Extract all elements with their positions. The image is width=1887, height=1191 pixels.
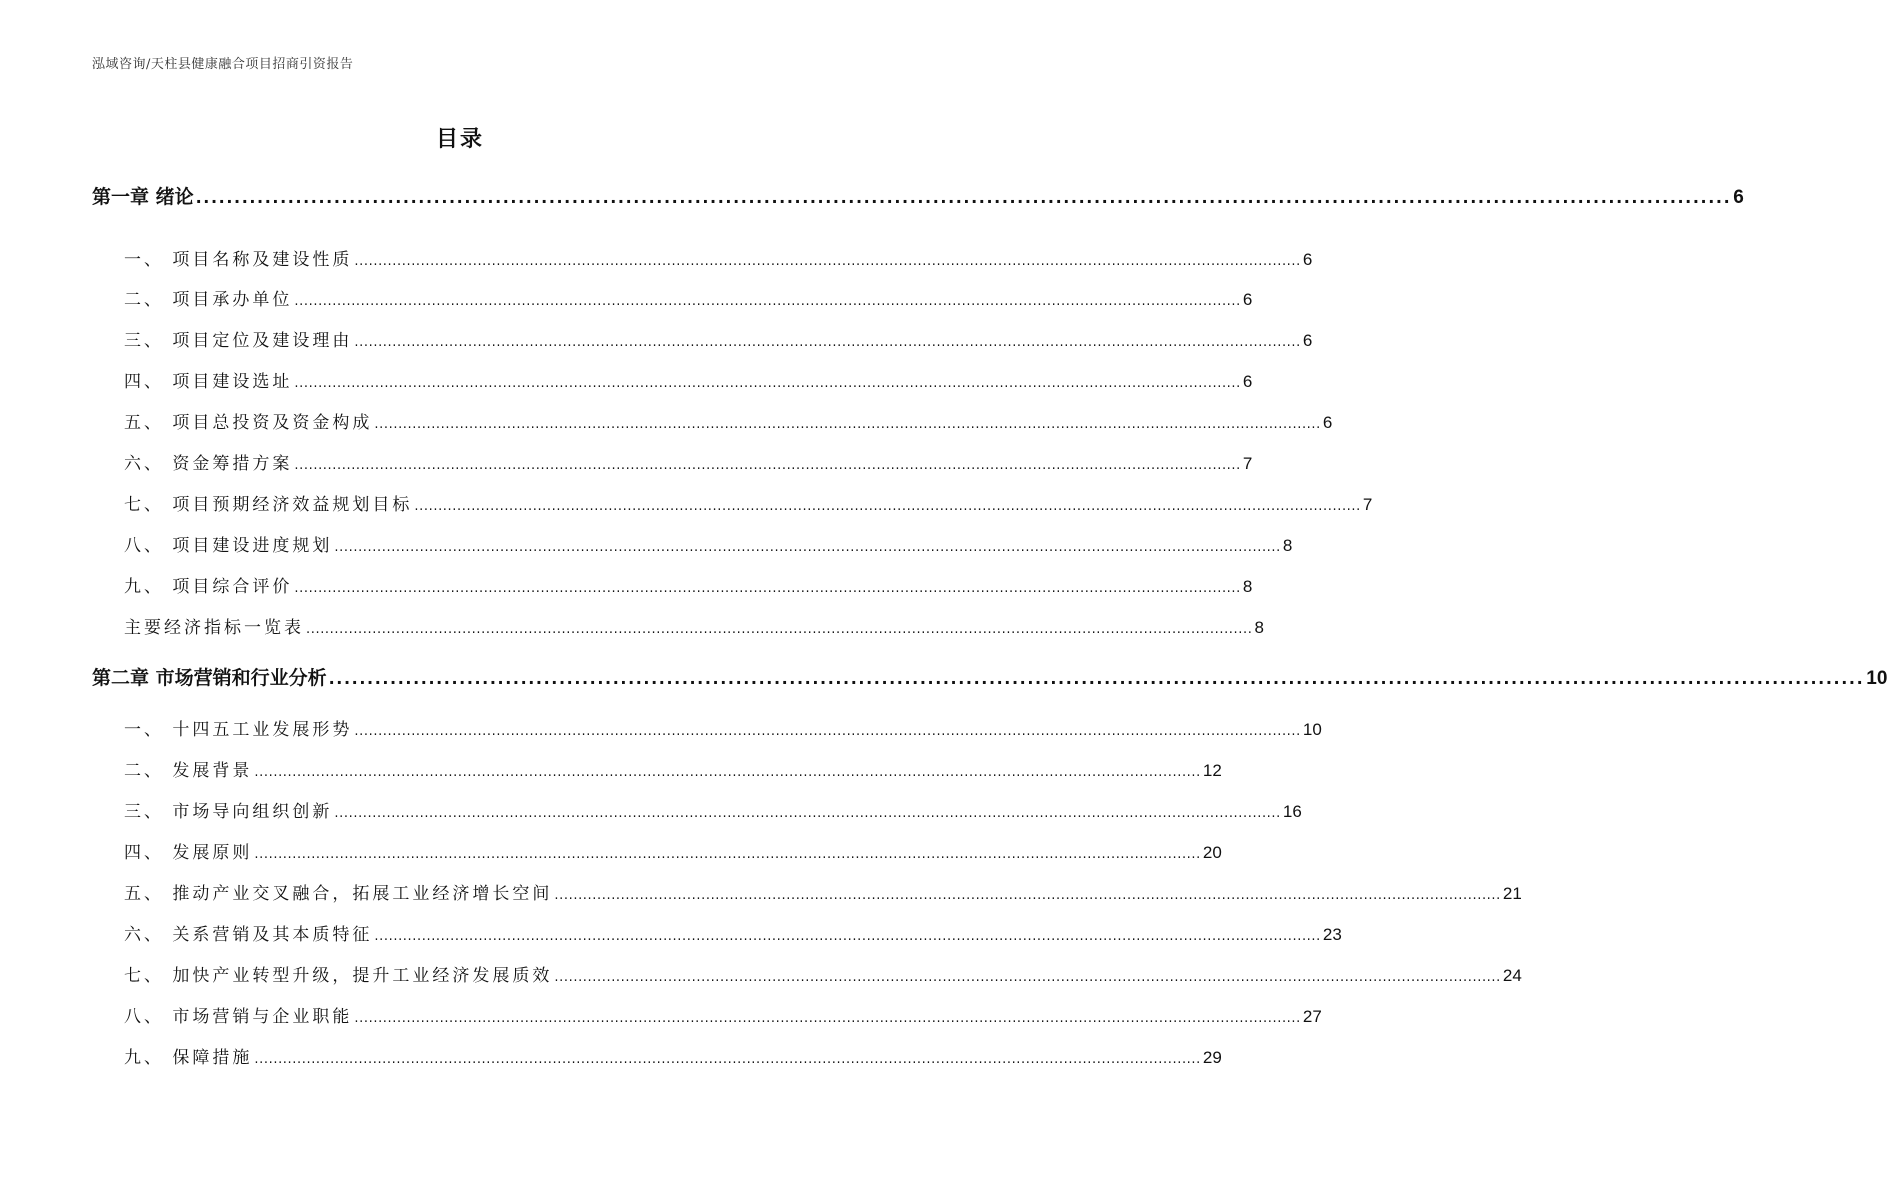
- toc-entry-label: 八、 项目建设进度规划: [124, 536, 333, 556]
- toc-dot-leader: ........................................................................................................................................................................................................: [414, 499, 1361, 514]
- toc-page-number: 6: [1302, 331, 1313, 350]
- toc-dot-leader: ........................................................................................................................................................................................................: [195, 188, 1732, 207]
- toc-section-entry[interactable]: [124, 1002, 1322, 1027]
- toc-chapter-entry[interactable]: [92, 182, 1744, 209]
- toc-page-number: 16: [1282, 802, 1302, 821]
- toc-entry-label: 一、 十四五工业发展形势: [124, 720, 353, 740]
- running-header: 泓域咨询/天柱县健康融合项目招商引资报告: [92, 57, 354, 72]
- toc-page-number: 8: [1242, 577, 1253, 596]
- toc-section-entry[interactable]: [124, 961, 1522, 986]
- toc-dot-leader: ........................................................................................................................................................................................................: [254, 1052, 1201, 1067]
- toc-page-number: 6: [1242, 290, 1253, 309]
- toc-entry-label: 二、 发展背景: [124, 761, 253, 781]
- toc-entry-label: 七、 项目预期经济效益规划目标: [124, 495, 413, 515]
- toc-dot-leader: ........................................................................................................................................................................................................: [294, 458, 1241, 473]
- toc-section-entry[interactable]: [124, 326, 1313, 351]
- toc-dot-leader: ........................................................................................................................................................................................................: [334, 540, 1281, 555]
- toc-dot-leader: ........................................................................................................................................................................................................: [294, 376, 1241, 391]
- toc-entry-label: 主要经济指标一览表: [124, 618, 304, 638]
- toc-entry-label: 三、 项目定位及建设理由: [124, 331, 353, 351]
- toc-section-entry[interactable]: [124, 531, 1293, 556]
- toc-dot-leader: ........................................................................................................................................................................................................: [328, 669, 1865, 688]
- toc-section-entry[interactable]: [124, 449, 1253, 474]
- toc-section-entry[interactable]: [124, 1043, 1222, 1068]
- toc-entry-label: 四、 发展原则: [124, 843, 253, 863]
- toc-entry-label: 二、 项目承办单位: [124, 290, 293, 310]
- toc-entry-label: 第二章 市场营销和行业分析: [92, 667, 327, 689]
- toc-section-entry[interactable]: [124, 245, 1313, 270]
- toc-page-number: 6: [1322, 413, 1333, 432]
- toc-section-entry[interactable]: [124, 408, 1333, 433]
- toc-section-entry[interactable]: [124, 797, 1302, 822]
- toc-title: 目录: [435, 127, 484, 152]
- toc-section-entry[interactable]: [124, 490, 1373, 515]
- toc-page-number: 7: [1242, 454, 1253, 473]
- toc-page-number: 27: [1302, 1007, 1322, 1026]
- toc-dot-leader: ........................................................................................................................................................................................................: [294, 294, 1241, 309]
- toc-dot-leader: ........................................................................................................................................................................................................: [306, 622, 1253, 637]
- toc-chapter-entry[interactable]: [92, 663, 1887, 690]
- toc-page-number: 6: [1302, 250, 1313, 269]
- toc-page-number: 8: [1254, 618, 1264, 637]
- toc-page-number: 20: [1202, 843, 1222, 862]
- toc-section-entry[interactable]: [124, 572, 1253, 597]
- toc-dot-leader: ........................................................................................................................................................................................................: [354, 1011, 1301, 1026]
- toc-section-entry[interactable]: [124, 367, 1253, 392]
- toc-entry-label: 七、 加快产业转型升级，提升工业经济发展质效: [124, 966, 553, 986]
- toc-page-number: 12: [1202, 761, 1222, 780]
- toc-dot-leader: ........................................................................................................................................................................................................: [294, 581, 1241, 596]
- toc-dot-leader: ........................................................................................................................................................................................................: [254, 765, 1201, 780]
- toc-section-entry[interactable]: [124, 285, 1253, 310]
- toc-entry-label: 四、 项目建设选址: [124, 372, 293, 392]
- toc-entry-label: 八、 市场营销与企业职能: [124, 1007, 353, 1027]
- toc-page-number: 8: [1282, 536, 1293, 555]
- toc-page-number: 6: [1242, 372, 1253, 391]
- toc-page-number: 10: [1866, 668, 1887, 689]
- toc-section-entry[interactable]: [124, 715, 1322, 740]
- toc-dot-leader: ........................................................................................................................................................................................................: [554, 970, 1501, 985]
- toc-dot-leader: ........................................................................................................................................................................................................: [334, 806, 1281, 821]
- toc-page-number: 23: [1322, 925, 1342, 944]
- toc-page-number: 6: [1733, 187, 1744, 208]
- toc-dot-leader: ........................................................................................................................................................................................................: [554, 888, 1501, 903]
- toc-section-entry[interactable]: [124, 838, 1222, 863]
- toc-dot-leader: ........................................................................................................................................................................................................: [374, 929, 1321, 944]
- toc-entry-label: 第一章 绪论: [92, 186, 194, 208]
- toc-entry-label: 五、 项目总投资及资金构成: [124, 413, 373, 433]
- toc-page-number: 10: [1302, 720, 1322, 739]
- toc-page-number: 7: [1362, 495, 1373, 514]
- toc-entry-label: 六、 关系营销及其本质特征: [124, 925, 373, 945]
- toc-page-number: 24: [1502, 966, 1522, 985]
- toc-entry-label: 五、 推动产业交叉融合，拓展工业经济增长空间: [124, 884, 553, 904]
- toc-entry-label: 九、 项目综合评价: [124, 577, 293, 597]
- toc-page-number: 29: [1202, 1048, 1222, 1067]
- toc-dot-leader: ........................................................................................................................................................................................................: [354, 254, 1301, 269]
- toc-entry-label: 九、 保障措施: [124, 1048, 253, 1068]
- toc-entry-label: 一、 项目名称及建设性质: [124, 250, 353, 270]
- toc-entry-label: 六、 资金筹措方案: [124, 454, 293, 474]
- toc-section-entry[interactable]: [124, 613, 1264, 638]
- toc-section-entry[interactable]: [124, 879, 1522, 904]
- toc-section-entry[interactable]: [124, 756, 1222, 781]
- toc-dot-leader: ........................................................................................................................................................................................................: [254, 847, 1201, 862]
- toc-section-entry[interactable]: [124, 920, 1342, 945]
- toc-entry-label: 三、 市场导向组织创新: [124, 802, 333, 822]
- toc-dot-leader: ........................................................................................................................................................................................................: [354, 335, 1301, 350]
- toc-dot-leader: ........................................................................................................................................................................................................: [354, 724, 1301, 739]
- toc-dot-leader: ........................................................................................................................................................................................................: [374, 417, 1321, 432]
- toc-page-number: 21: [1502, 884, 1522, 903]
